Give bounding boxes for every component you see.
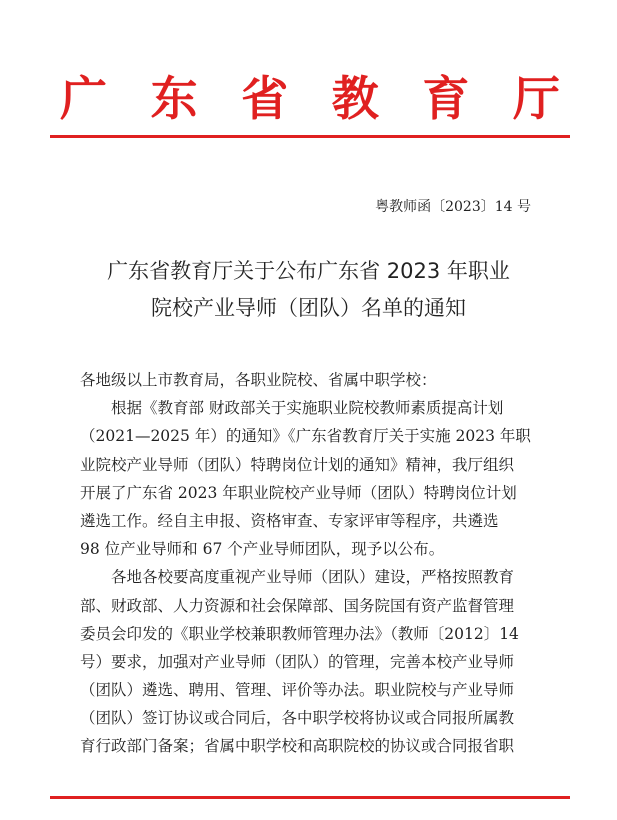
addressee-line: 各地级以上市教育局，各职业院校、省属中职学校： [80,371,437,389]
body-line: 号）要求，加强对产业导师（团队）的管理，完善本校产业导师 [80,652,515,671]
letterhead-divider-top [50,135,570,138]
document-title [70,253,547,327]
body-line: 遴选工作。经自主申报、资格审查、专家评审等程序，共遴选 [80,511,499,530]
body-line: 部、财政部、人力资源和社会保障部、国务院国有资产监督管理 [80,596,515,615]
body-line: 根据《教育部 财政部关于实施职业院校教师素质提高计划 [111,399,504,418]
body-line: 开展了广东省 2023 年职业院校产业导师（团队）特聘岗位计划 [80,483,517,502]
title-line-2: 院校产业导师（团队）名单的通知 [151,296,466,320]
letterhead-char: 广 [60,72,107,127]
body-line: 业院校产业导师（团队）特聘岗位计划的通知》精神，我厅组织 [80,455,515,474]
letterhead-char: 教 [331,72,379,127]
body-line: 育行政部门备案；省属中职学校和高职院校的协议或合同报省职 [80,737,515,756]
title-line-1: 广东省教育厅关于公布广东省 2023 年职业 [107,259,510,283]
body-line: （团队）签订协议或合同后，各中职学校将协议或合同报所属教 [80,709,515,728]
letterhead-char: 厅 [512,72,560,127]
letterhead-char: 育 [422,72,470,127]
footer-divider [50,796,570,799]
document-body [80,366,540,761]
document-number: 粤教师函〔2023〕14 号 [375,199,531,215]
body-line: （团队）遴选、聘用、管理、评价等办法。职业院校与产业导师 [80,681,515,700]
body-line: 委员会印发的《职业学校兼职教师管理办法》（教师〔2012〕14 [80,624,519,643]
letterhead-char: 东 [150,72,198,127]
letterhead-title [60,70,560,130]
body-line: （2021—2025 年）的通知》《广东省教育厅关于实施 2023 年职 [80,427,531,446]
body-line: 98 位产业导师和 67 个产业导师团队，现予以公布。 [80,540,445,559]
letterhead-char: 省 [241,72,289,127]
body-line: 各地各校要高度重视产业导师（团队）建设，严格按照教育 [111,568,515,587]
